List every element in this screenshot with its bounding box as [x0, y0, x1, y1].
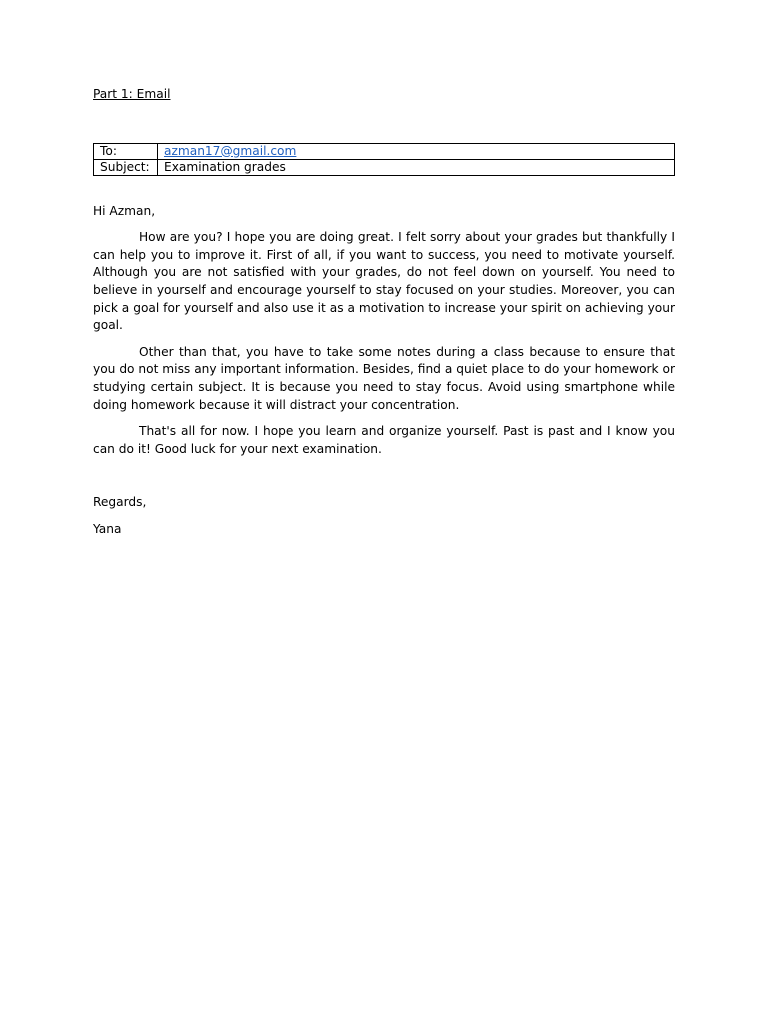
subject-label: Subject: — [94, 159, 158, 175]
recipient-email-link[interactable]: azman17@gmail.com — [164, 143, 297, 158]
greeting: Hi Azman, — [93, 203, 156, 218]
subject-value: Examination grades — [158, 159, 675, 175]
email-header-table — [93, 143, 675, 176]
signature: Yana — [93, 521, 122, 536]
subject-row — [94, 159, 675, 175]
body-paragraph-2: Other than that, you have to take some notes during a class because to ensure that you do not miss any important information. Besides, find a quiet place to do your homework or studying certain subject. It is because you need to stay focus. Avoid using smartphone while doing homework because it will distract your concentration. — [93, 344, 675, 412]
to-row — [94, 143, 675, 159]
to-value-cell — [158, 143, 675, 159]
to-label: To: — [94, 143, 158, 159]
body-paragraph-1: How are you? I hope you are doing great. I felt sorry about your grades but thankfully I can help you to improve it. First of all, if you want to success, you need to motivate yourself. Although you are not satisfied with your grades, do not feel down on yourself. You need to believe in yourself and encourage yourself to stay focused on your studies. Moreover, you can pick a goal for yourself and also use it as a motivation to increase your spirit on achieving your goal. — [93, 230, 675, 333]
section-heading: Part 1: Email — [93, 87, 171, 101]
closing: Regards, — [93, 495, 147, 510]
document-page — [93, 86, 675, 539]
body-paragraph-3: That's all for now. I hope you learn and organize yourself. Past is past and I know you can do it! Good luck for your next examination. — [93, 424, 675, 456]
